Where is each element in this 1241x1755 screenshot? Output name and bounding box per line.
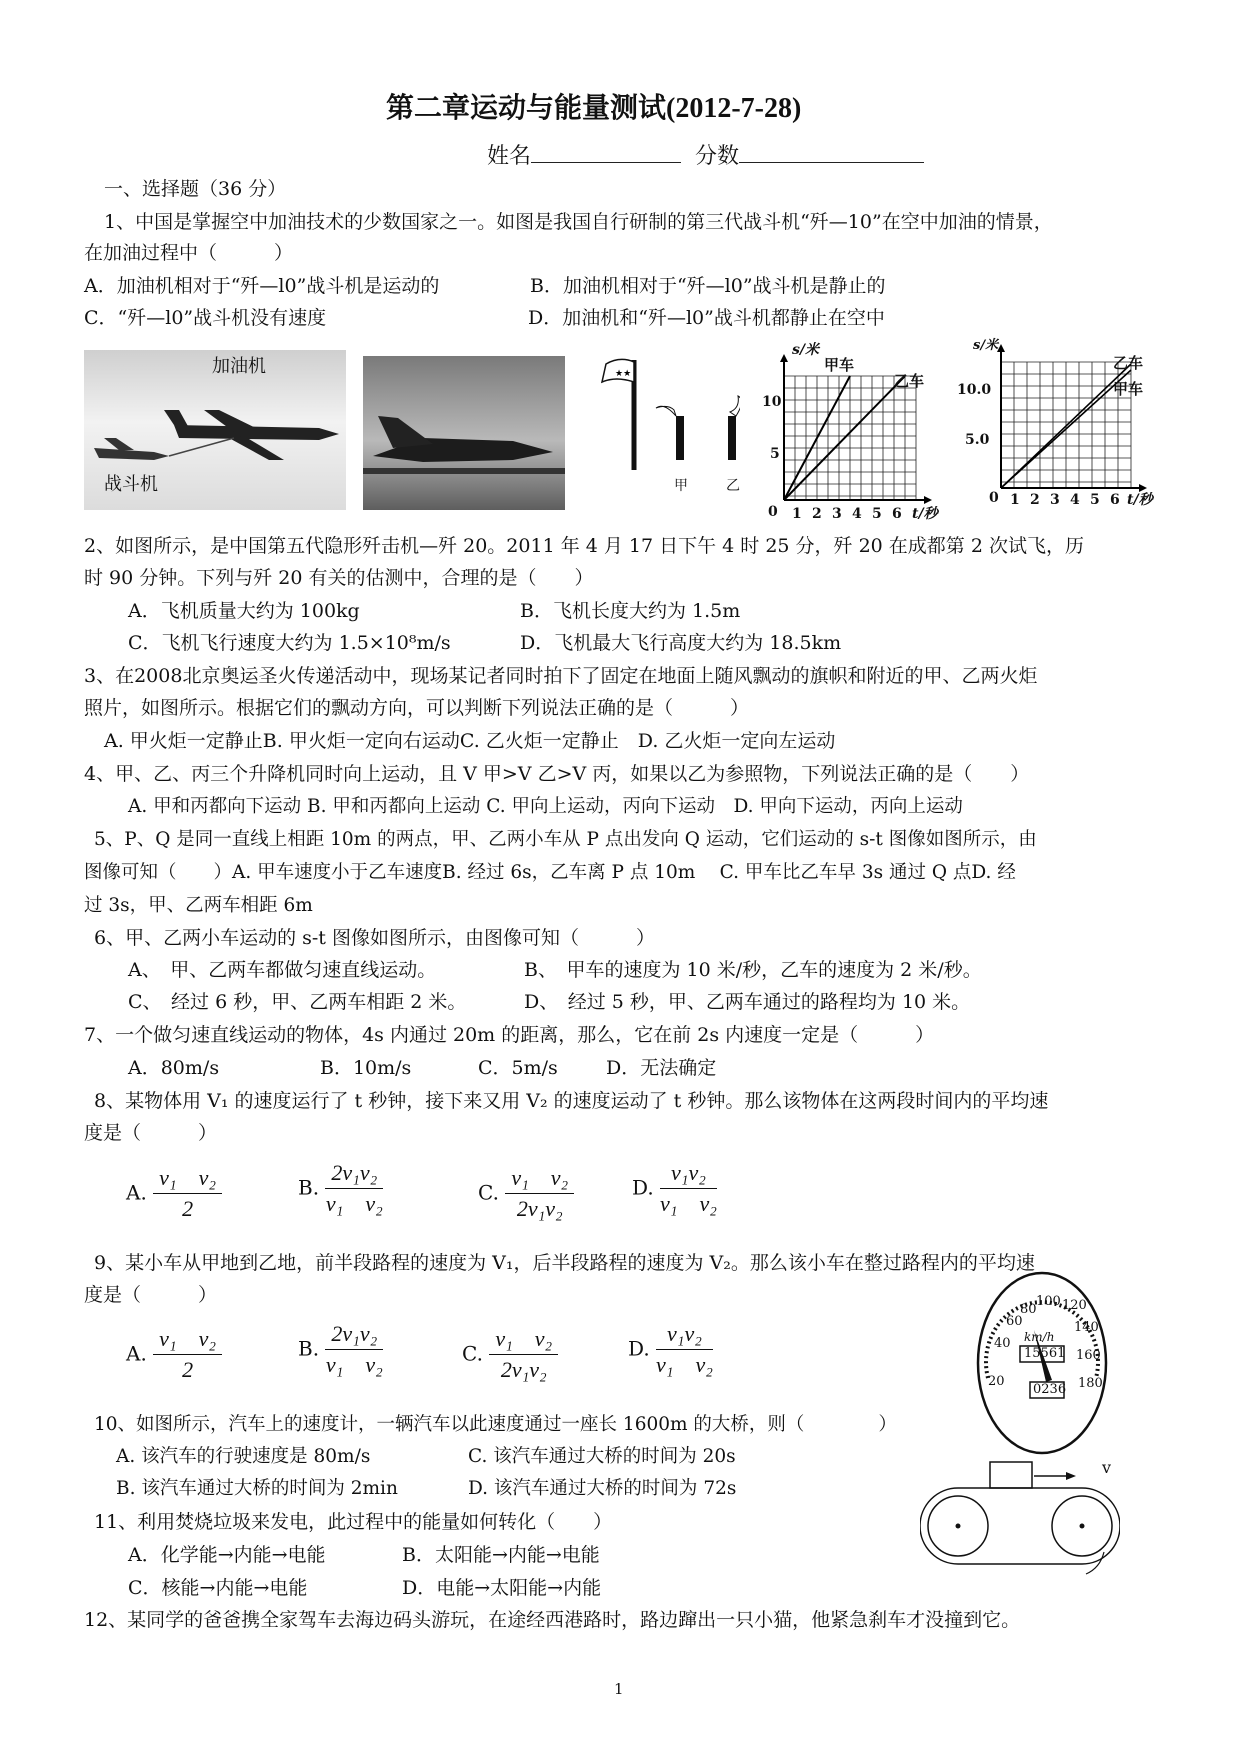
q3-stem: 3、在2008北京奥运圣火传递活动中，现场某记者同时拍下了固定在地面上随风飘动的旗帜和附近的甲、乙两火炬	[84, 665, 1038, 687]
q7-option-b[interactable]: B．10m/s	[320, 1057, 412, 1079]
q9-b-fraction	[325, 1321, 383, 1379]
st-graph-1	[762, 342, 952, 528]
graph2-ytick-10: 10.0	[957, 382, 992, 398]
q2-option-c[interactable]: C．飞机飞行速度大约为 1.5×10⁸m/s	[128, 632, 451, 654]
fighter-label: 战斗机	[104, 474, 158, 495]
graph2-xtick-5: 5	[1090, 492, 1100, 508]
graph2-line-jia: 甲车	[1113, 380, 1144, 398]
flag-torch-figure	[590, 352, 740, 512]
graph2-ytick-5: 5.0	[965, 432, 990, 448]
q9-c-denominator: 2v₁v₂	[500, 1357, 547, 1383]
q8-c-fraction	[505, 1165, 574, 1223]
q4-stem: 4、甲、乙、丙三个升降机同时向上运动，且 V 甲>V 乙>V 丙，如果以乙为参照物，下列说法正确的是（ ）	[84, 763, 1030, 785]
graph1-xtick-6: 6	[892, 506, 902, 522]
q2-option-b[interactable]: B．飞机长度大约为 1.5m	[520, 600, 741, 622]
q9-option-b[interactable]	[298, 1321, 383, 1379]
section-heading: 一、选择题（36 分）	[104, 178, 287, 200]
q3-options[interactable]: A. 甲火炬一定静止B. 甲火炬一定向右运动C. 乙火炬一定静止 D. 乙火炬一定向左运动	[104, 730, 836, 752]
q9-d-denominator: v₁ v₂	[656, 1352, 713, 1378]
q12-stem: 12、某同学的爸爸携全家驾车去海边码头游玩，在途经西港路时，路边蹿出一只小猫，他紧急刹车才没撞到它。	[84, 1609, 1021, 1631]
speedometer-figure	[972, 1268, 1112, 1458]
q6-stem: 6、甲、乙两小车运动的 s-t 图像如图所示，由图像可知（ ）	[94, 927, 655, 949]
graph1-ylabel: s/米	[792, 342, 819, 358]
q1-option-b[interactable]: B．加油机相对于“歼—l0”战斗机是静止的	[530, 275, 886, 297]
name-blank[interactable]	[531, 142, 681, 163]
q11-stem: 11、利用焚烧垃圾来发电，此过程中的能量如何转化（ ）	[94, 1511, 613, 1533]
page-number: 1	[614, 1680, 624, 1698]
graph1-xtick-4: 4	[852, 506, 862, 522]
flag-and-torches	[590, 352, 740, 512]
q9-option-a[interactable]	[126, 1326, 222, 1384]
q9-a-fraction	[153, 1326, 222, 1384]
q5-stem: 5、P、Q 是同一直线上相距 10m 的两点，甲、乙两小车从 P 点出发向 Q 运动，它们运动的 s-t 图像如图所示，由	[94, 829, 1037, 850]
q11-option-a[interactable]: A．化学能→内能→电能	[128, 1544, 326, 1566]
q8-d-numerator: v₁v₂	[660, 1160, 717, 1189]
speedo-odometer: 15561	[1024, 1346, 1066, 1361]
q5-stem-3: 过 3s，甲、乙两车相距 6m	[84, 895, 313, 916]
q10-option-c[interactable]: C. 该汽车通过大桥的时间为 20s	[468, 1446, 736, 1467]
q3-stem-2: 照片，如图所示。根据它们的飘动方向，可以判断下列说法正确的是（ ）	[84, 697, 750, 719]
speedo-tick-140: 140	[1074, 1320, 1099, 1335]
graph1-xtick-5: 5	[872, 506, 882, 522]
q8-option-a[interactable]	[126, 1165, 222, 1223]
score-label: 分数	[695, 144, 740, 169]
graph2-xlabel: t/秒	[1127, 492, 1153, 508]
q7-option-d[interactable]: D．无法确定	[606, 1057, 717, 1079]
q8-a-fraction	[153, 1165, 222, 1223]
q5-stem-2: 图像可知（ ）A. 甲车速度小于乙车速度B. 经过 6s，乙车离 P 点 10m C. 甲车比乙车早 3s 通过 Q 点D. 经	[84, 862, 1016, 883]
graph1-line-jia: 甲车	[824, 356, 855, 374]
q1-stem-2: 在加油过程中（ ）	[84, 242, 294, 264]
q4-options[interactable]: A. 甲和丙都向下运动 B. 甲和丙都向上运动 C. 甲向上运动，丙向下运动 D. 甲向下运动，丙向上运动	[128, 796, 963, 817]
q8-stem-2: 度是（ ）	[84, 1122, 218, 1144]
q6-option-d[interactable]: D、 经过 5 秒，甲、乙两车通过的路程均为 10 米。	[524, 991, 971, 1013]
speedo-tick-160: 160	[1076, 1348, 1101, 1363]
speedo-tick-120: 120	[1062, 1298, 1087, 1313]
page-title: 第二章运动与能量测试(2012-7-28)	[386, 93, 802, 124]
graph2-ylabel: s/米	[973, 338, 999, 353]
q10-option-b[interactable]: B. 该汽车通过大桥的时间为 2min	[116, 1478, 398, 1499]
q9-option-c[interactable]	[462, 1326, 558, 1384]
conveyor-belt	[920, 1456, 1120, 1580]
q8-b-numerator: 2v₁v₂	[325, 1160, 383, 1189]
tanker-label: 加油机	[212, 356, 266, 377]
q8-option-c[interactable]	[478, 1165, 574, 1223]
speedo-tick-20: 20	[988, 1374, 1005, 1389]
graph2-xtick-3: 3	[1050, 492, 1060, 508]
q8-d-fraction	[660, 1160, 717, 1218]
q9-c-numerator: v₁ v₂	[489, 1326, 558, 1355]
q1-option-a[interactable]: A．加油机相对于“歼—l0”战斗机是运动的	[84, 275, 440, 297]
q9-a-label: A.	[126, 1341, 147, 1366]
q9-b-numerator: 2v₁v₂	[325, 1321, 383, 1350]
q1-option-c[interactable]: C．“歼—l0”战斗机没有速度	[84, 307, 327, 329]
speedo-trip: 0236	[1033, 1382, 1067, 1397]
q9-b-denominator: v₁ v₂	[325, 1352, 383, 1378]
speedo-tick-40: 40	[994, 1336, 1011, 1351]
svg-text:★★: ★★	[615, 369, 632, 379]
st-graph-2	[955, 340, 1155, 520]
speedo-tick-80: 80	[1020, 1302, 1037, 1317]
q6-option-a[interactable]: A、 甲、乙两车都做匀速直线运动。	[128, 959, 437, 981]
graph1-line-yi: 乙车	[894, 372, 925, 390]
q2-stem: 2、如图所示，是中国第五代隐形歼击机—歼 20。2011 年 4 月 17 日下午 4 时 25 分，歼 20 在成都第 2 次试飞，历	[84, 535, 1084, 557]
graph2-xtick-0: 0	[989, 490, 999, 506]
graph2-xtick-6: 6	[1110, 492, 1120, 508]
q8-c-denominator: 2v₁v₂	[516, 1196, 563, 1222]
graph2-xtick-2: 2	[1030, 492, 1040, 508]
graph1-ytick-5: 5	[770, 446, 780, 462]
refuel-photo	[84, 350, 346, 510]
graph1-xlabel: t/秒	[912, 506, 938, 522]
q9-c-label: C.	[462, 1341, 483, 1366]
q9-stem-2: 度是（ ）	[84, 1284, 218, 1306]
q8-d-label: D.	[632, 1175, 654, 1200]
q1-option-d[interactable]: D．加油机和“歼—l0”战斗机都静止在空中	[528, 307, 885, 329]
q8-a-numerator: v₁ v₂	[153, 1165, 222, 1194]
conveyor-figure	[920, 1456, 1120, 1580]
q8-c-numerator: v₁ v₂	[505, 1165, 574, 1194]
q2-stem-2: 时 90 分钟。下列与歼 20 有关的估测中，合理的是（ ）	[84, 567, 594, 589]
graph1-ytick-10: 10	[762, 394, 782, 410]
q6-option-c[interactable]: C、 经过 6 秒，甲、乙两车相距 2 米。	[128, 991, 467, 1013]
name-field-row	[487, 142, 924, 170]
q8-a-label: A.	[126, 1180, 147, 1205]
q10-option-a[interactable]: A. 该汽车的行驶速度是 80m/s	[116, 1446, 371, 1467]
q8-b-fraction	[325, 1160, 383, 1218]
q10-stem: 10、如图所示，汽车上的速度计，一辆汽车以此速度通过一座长 1600m 的大桥，则（ ）	[94, 1414, 897, 1435]
q8-b-denominator: v₁ v₂	[325, 1191, 383, 1217]
q1-stem: 1、中国是掌握空中加油技术的少数国家之一。如图是我国自行研制的第三代战斗机“歼—10”在空中加油的情景，	[104, 211, 1053, 233]
score-blank[interactable]	[739, 142, 924, 163]
q9-a-denominator: 2	[182, 1357, 194, 1383]
graph2-line-yi: 乙车	[1113, 354, 1144, 372]
q11-option-b[interactable]: B．太阳能→内能→电能	[402, 1544, 600, 1566]
q8-a-denominator: 2	[182, 1196, 194, 1222]
speedo-tick-100: 100	[1036, 1294, 1061, 1309]
q8-d-denominator: v₁ v₂	[660, 1191, 717, 1217]
graph1-xtick-2: 2	[812, 506, 822, 522]
q9-d-fraction	[656, 1321, 713, 1379]
graph2-xtick-4: 4	[1070, 492, 1080, 508]
q2-option-d[interactable]: D．飞机最大飞行高度大约为 18.5km	[520, 632, 842, 654]
q9-a-numerator: v₁ v₂	[153, 1326, 222, 1355]
graph1-xtick-3: 3	[832, 506, 842, 522]
q8-c-label: C.	[478, 1180, 499, 1205]
name-label: 姓名	[487, 144, 532, 169]
q9-c-fraction	[489, 1326, 558, 1384]
q7-option-c[interactable]: C．5m/s	[478, 1057, 558, 1079]
q8-stem: 8、某物体用 V₁ 的速度运行了 t 秒钟，接下来又用 V₂ 的速度运动了 t 秒钟。那么该物体在这两段时间内的平均速	[94, 1090, 1049, 1112]
q9-stem: 9、某小车从甲地到乙地，前半段路程的速度为 V₁，后半段路程的速度为 V₂。那么该小车在整过路程内的平均速	[94, 1252, 1035, 1274]
q10-option-d[interactable]: D. 该汽车通过大桥的时间为 72s	[468, 1478, 737, 1499]
q6-option-b[interactable]: B、 甲车的速度为 10 米/秒，乙车的速度为 2 米/秒。	[524, 959, 982, 981]
q7-option-a[interactable]: A．80m/s	[128, 1057, 220, 1079]
j20-photo	[363, 356, 565, 510]
q11-option-c[interactable]: C．核能→内能→电能	[128, 1577, 308, 1599]
q8-option-b[interactable]	[298, 1160, 383, 1218]
speedo-unit: km/h	[1024, 1330, 1055, 1344]
q9-option-d[interactable]	[628, 1321, 713, 1379]
q9-d-label: D.	[628, 1336, 650, 1361]
graph1-xtick-0: 0	[768, 504, 778, 520]
speedo-tick-60: 60	[1006, 1314, 1023, 1329]
q8-b-label: B.	[298, 1175, 320, 1200]
q7-stem: 7、一个做匀速直线运动的物体，4s 内通过 20m 的距离，那么，它在前 2s 内速度一定是（ ）	[84, 1024, 935, 1046]
graph2-xtick-1: 1	[1010, 492, 1020, 508]
q8-option-d[interactable]	[632, 1160, 717, 1218]
torch-jia-label: 甲	[674, 478, 688, 494]
graph1-xtick-1: 1	[792, 506, 802, 522]
q2-option-a[interactable]: A．飞机质量大约为 100kg	[128, 600, 360, 622]
q9-b-label: B.	[298, 1336, 320, 1361]
speedo-tick-180: 180	[1078, 1376, 1103, 1391]
q9-d-numerator: v₁v₂	[656, 1321, 713, 1350]
torch-yi-label: 乙	[726, 478, 740, 494]
j20-silhouette	[363, 356, 565, 510]
velocity-label: v	[1102, 1458, 1112, 1477]
q11-option-d[interactable]: D．电能→太阳能→内能	[402, 1577, 602, 1599]
